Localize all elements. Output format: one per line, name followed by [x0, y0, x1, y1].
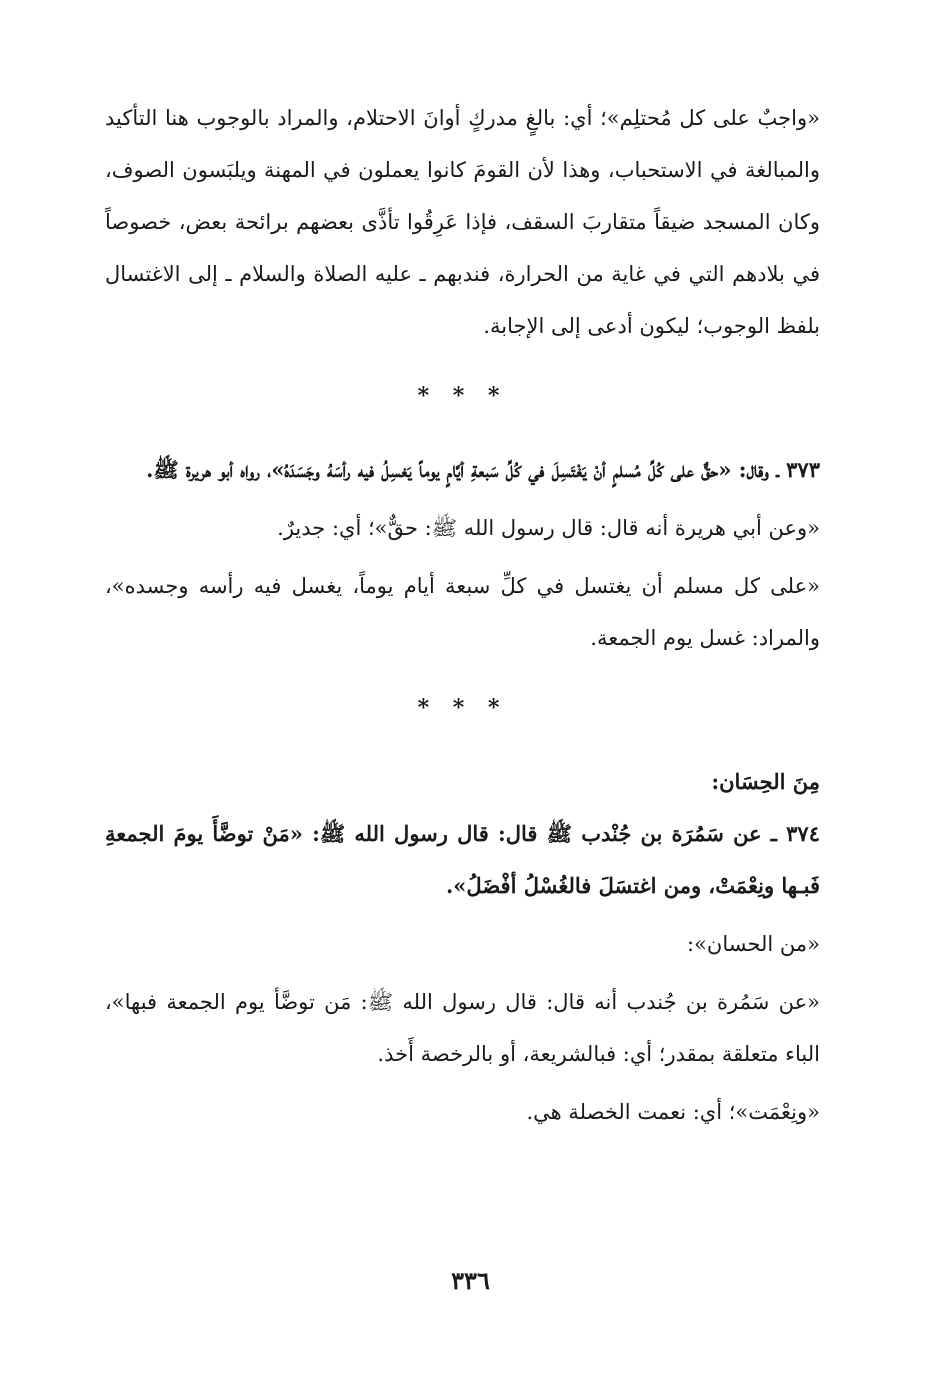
- section-heading-hisan: مِنَ الحِسَان:: [711, 769, 820, 794]
- commentary-paragraph-ihtilam: «واجبٌ على كل مُحتلِم»؛ أي: بالغٍ مدركٍ أوانَ الاحتلام، والمراد بالوجوب هنا التأكيد والمبالغة في الاستحباب، وهذا لأن القومَ كانوا يعملون في المهنة ويلبَسون الصوف، وكان المسجد ضيقاً متقاربَ السقف، فإذا عَرِقُوا تأذَّى بعضهم برائحة بعض، خصوصاً في بلادهم التي في غاية من الحرارة، فندبهم ـ عليه الصلاة والسلام ـ إلى الاغتسال بلفظ الوجوب؛ ليكون أدعى إلى الإجابة.: [105, 106, 820, 338]
- hadith-373-commentary-haqq: «وعن أبي هريرة أنه قال: قال رسول الله ﷺ: حقٌّ»؛ أي: جديرٌ.: [277, 516, 820, 540]
- hadith-374-text: ٣٧٤ ـ عن سَمُرَة بن جُنْدب ﷺ قال: قال رسول الله ﷺ: «مَنْ توضَّأَ يومَ الجمعةِ فَبـها ونِعْمَتْ، ومن اغتسَلَ فالغُسْلُ أفْضَلُ».: [105, 821, 820, 898]
- page-number: ٣٣٦: [451, 1266, 490, 1295]
- page-body: [105, 92, 820, 1138]
- hadith-373-commentary-ghusl: «على كل مسلم أن يغتسل في كلِّ سبعة أيام يوماً، يغسل فيه رأسه وجسده»، والمراد: غسل يوم الجمعة.: [105, 574, 820, 650]
- hadith-374-commentary-wudu: «عن سَمُرة بن جُندب أنه قال: قال رسول الله ﷺ: مَن توضَّأ يوم الجمعة فبها»، الباء متعلقة بمقدر؛ أي: فبالشريعة، أو بالرخصة أَخذ.: [105, 990, 820, 1066]
- hadith-374-commentary-nimat: «ونِعْمَت»؛ أي: نعمت الخصلة هي.: [526, 1100, 820, 1124]
- hadith-374-commentary-heading: «من الحسان»:: [686, 932, 820, 956]
- hadith-373-text: ٣٧٣ ـ وقال: «حقٌّ على كُلِّ مُسلمٍ أنْ يَغْتَسِلَ في كُلِّ سَبعةِ أيَّامٍ يوماً يَغسِلُ فيه رأسَهُ وجَسَدَهُ»، رواه أبو هريرة ﷺ.: [146, 457, 820, 482]
- section-separator: * * *: [417, 695, 508, 721]
- section-separator: * * *: [417, 383, 508, 409]
